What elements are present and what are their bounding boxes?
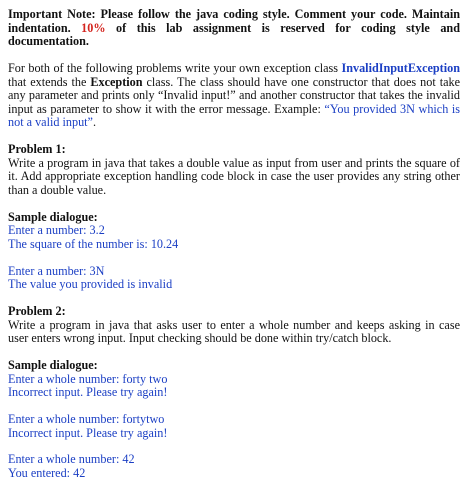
note-suffix: of this lab assignment is reserved for coding style and documentation. (8, 20, 460, 49)
dialogue-line: Enter a number: 3N (8, 263, 105, 278)
dialogue-line: Incorrect input. Please try again! (8, 425, 168, 440)
spacer (8, 130, 460, 143)
intro-text-1: For both of the following problems write your own exception class (8, 60, 342, 75)
intro-text-4: . (92, 115, 97, 130)
important-note (8, 8, 460, 49)
problem1-text: Write a program in java that takes a double value as input from user and prints the square of it. Add appropriate exception handling code block in case the user provides any string other than a double value. (8, 155, 460, 197)
problem2-heading: Problem 2: (8, 304, 66, 319)
problem1-sample-heading: Sample dialogue: (8, 209, 98, 224)
class-name: InvalidInputException (341, 60, 460, 75)
dialogue-line: Enter a whole number: 42 (8, 452, 135, 467)
spacer (8, 198, 460, 211)
intro-paragraph (8, 62, 460, 130)
dialogue-line: The value you provided is invalid (8, 277, 173, 292)
spacer (8, 400, 460, 413)
exception-word: Exception (90, 74, 143, 89)
dialogue-line: Enter a number: 3.2 (8, 223, 105, 238)
problem2-sample-heading: Sample dialogue: (8, 358, 98, 372)
document-page (8, 8, 460, 481)
spacer (8, 251, 460, 264)
intro-text-2: that extends the (8, 74, 91, 89)
spacer (8, 292, 460, 305)
example-message: “You provided 3N which is not a valid input” (8, 101, 460, 130)
dialogue-line: Enter a whole number: forty two (8, 371, 168, 386)
note-prefix: Important Note: Please follow the java coding style. Comment your code. Maintain indentation. (8, 7, 460, 35)
intro-text-3: class. The class should have one constructor that does not take any parameter and prints only “Invalid input!” and another constructor that takes the invalid input as parameter to show it with the error message. Example: (8, 74, 460, 116)
note-percent: 10% (81, 20, 106, 35)
dialogue-line: Incorrect input. Please try again! (8, 385, 168, 400)
dialogue-line: Enter a whole number: fortytwo (8, 411, 165, 426)
problem2-text: Write a program in java that asks user to enter a whole number and keeps asking in case user enters wrong input. Input checking should be done within try/catch block. (8, 317, 460, 346)
dialogue-line: You entered: 42 (8, 465, 86, 480)
problem1-heading: Problem 1: (8, 142, 66, 157)
dialogue-line: The square of the number is: 10.24 (8, 236, 179, 251)
